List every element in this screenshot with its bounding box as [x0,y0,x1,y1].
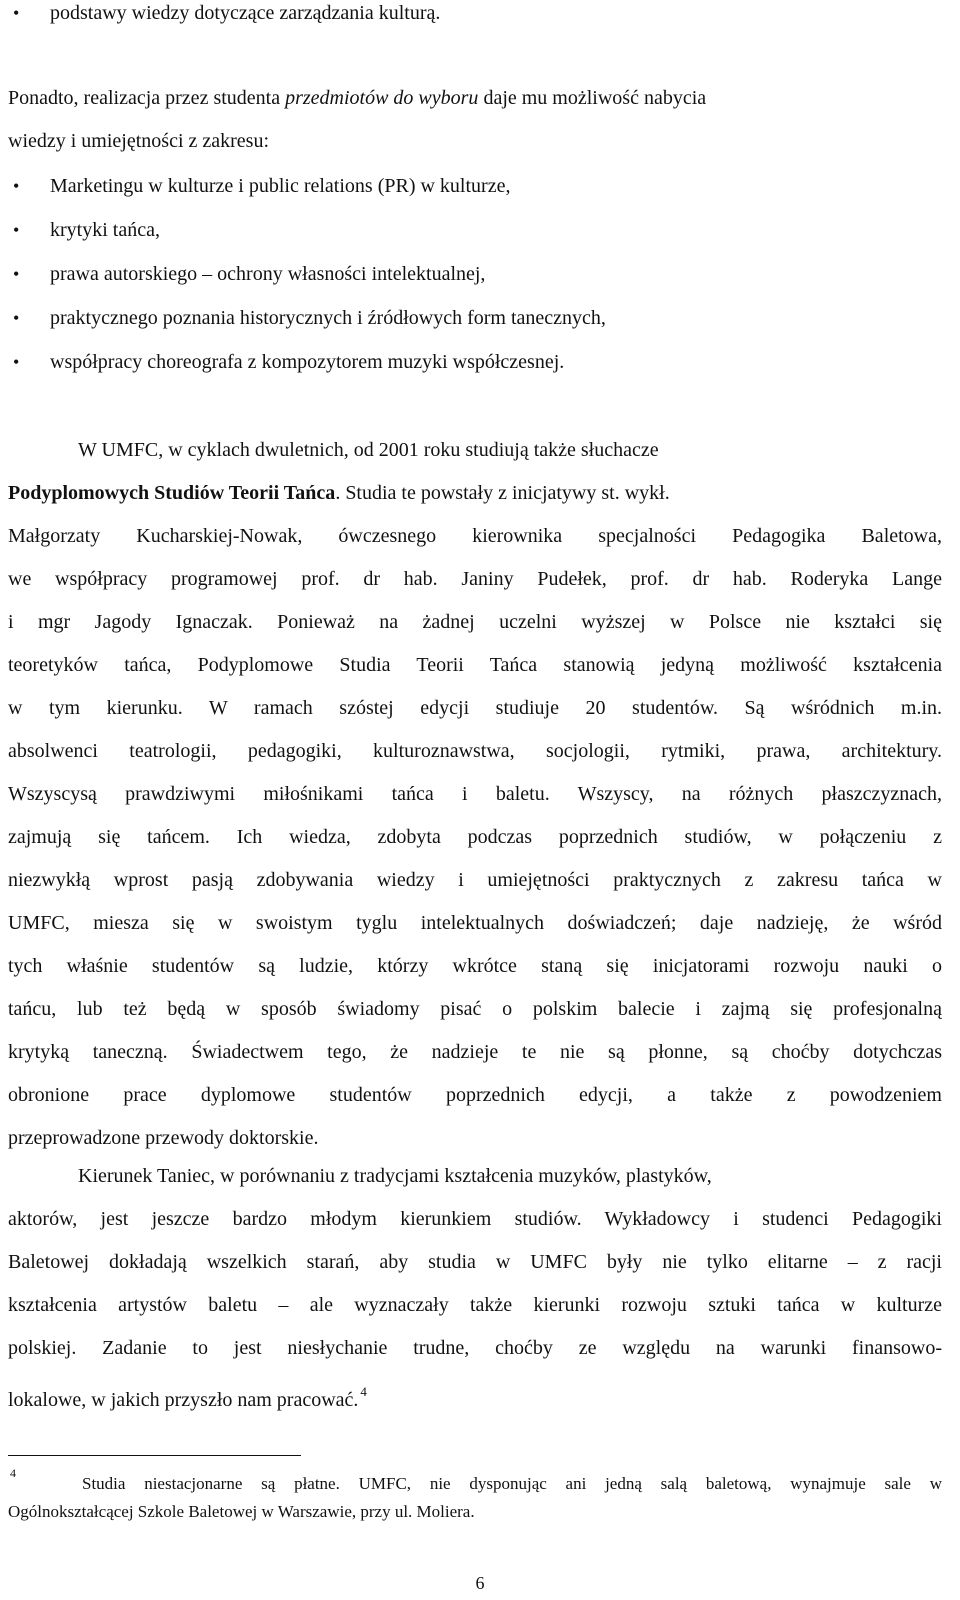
list-item: • prawa autorskiego – ochrony własności intelektualnej, [8,252,942,296]
list-item: • podstawy wiedzy dotyczące zarządzania kulturą. [8,0,942,35]
footnote-number: 4 [10,1466,16,1480]
paragraph-line: i mgr Jagody Ignaczak. Ponieważ na żadnej uczelni wyższej w Polsce nie kształci się [8,611,942,633]
paragraph-line: polskiej. Zadanie to jest niesłychanie trudne, choćby ze względu na warunki finansowo- [8,1337,942,1359]
paragraph-line: lokalowe, w jakich przyszło nam pracować. $^4$ [8,1384,367,1411]
paragraph-line: zajmują się tańcem. Ich wiedza, zdobyta podczas poprzednich studiów, w połączeniu z [8,826,942,848]
paragraph-dance-direction [8,1155,942,1413]
paragraph-line: W UMFC, w cyklach dwuletnich, od 2001 roku studiują także słuchacze [78,439,659,461]
paragraph-line: kształcenia artystów baletu – ale wyznaczały także kierunki rozwoju sztuki tańca w kulturze [8,1294,942,1316]
top-bullet-list [8,0,942,35]
paragraph-umfc-studies [8,429,942,1160]
intro-line-1: Ponadto, realizacja przez studenta przedmiotów do wyboru daje mu możliwość nabycia [8,87,707,109]
program-name: Podyplomowych Studiów Teorii Tańca [8,482,336,504]
paragraph-line: niezwykłą wprost pasją zdobywania wiedzy i umiejętności praktycznych z zakresu tańca w [8,869,942,891]
paragraph-line: tańcu, lub też będą w sposób świadomy pisać o polskim balecie i zajmą się profesjonalną [8,998,942,1020]
paragraph-line: aktorów, jest jeszcze bardzo młodym kierunkiem studiów. Wykładowcy i studenci Pedagogiki [8,1208,942,1230]
page-number: 6 [475,1573,485,1593]
paragraph-line: we współpracy programowej prof. dr hab. Janiny Pudełek, prof. dr hab. Roderyka Lange [8,568,942,590]
footnote-reference[interactable]: 4 [360,1384,367,1399]
list-item: • krytyki tańca, [8,208,942,252]
intro-paragraph [8,77,942,163]
paragraph-line: Małgorzaty Kucharskiej-Nowak, ówczesnego kierownika specjalności Pedagogika Baletowa, [8,525,942,547]
footnote-line: Ogólnokształcącej Szkole Baletowej w Warszawie, przy ul. Moliera. [8,1502,475,1521]
list-item: • praktycznego poznania historycznych i źródłowych form tanecznych, [8,296,942,340]
paragraph-line: krytyką taneczną. Świadectwem tego, że nadzieje te nie są płonne, są choćby dotychczas [8,1041,942,1063]
footnote [8,1470,942,1526]
list-item: • współpracy choreografa z kompozytorem muzyki współczesnej. [8,340,942,384]
footnote-separator [8,1455,301,1456]
intro-line-2: wiedzy i umiejętności z zakresu: [8,130,270,152]
paragraph-line: przeprowadzone przewody doktorskie. [8,1127,319,1149]
list-item: • Marketingu w kulturze i public relations (PR) w kulturze, [8,164,942,208]
paragraph-line: tych właśnie studentów są ludzie, którzy wkrótce staną się inicjatorami rozwoju nauki o [8,955,942,977]
paragraph-line: w tym kierunku. W ramach szóstej edycji studiuje 20 studentów. Są wśródnich m.in. [8,697,942,719]
paragraph-line: Podyplomowych Studiów Teorii Tańca. Studia te powstały z inicjatywy st. wykł. [8,482,670,504]
electives-list [8,164,942,384]
paragraph-line: Kierunek Taniec, w porównaniu z tradycjami kształcenia muzyków, plastyków, [78,1165,712,1187]
footnote-line: Studia niestacjonarne są płatne. UMFC, nie dysponując ani jedną salą baletową, wynajmuje sale w [82,1474,942,1493]
paragraph-line: absolwenci teatrologii, pedagogiki, kulturoznawstwa, socjologii, rytmiki, prawa, architektury. [8,740,942,762]
paragraph-line: Wszyscysą prawdziwymi miłośnikami tańca i baletu. Wszyscy, na różnych płaszczyznach, [8,783,942,805]
paragraph-line: Baletowej dokładają wszelkich starań, aby studia w UMFC były nie tylko elitarne – z racji [8,1251,942,1273]
paragraph-line: UMFC, miesza się w swoistym tyglu intelektualnych doświadczeń; daje nadzieję, że wśród [8,912,942,934]
elective-subjects-term: przedmiotów do wyboru [285,87,479,109]
paragraph-line: teoretyków tańca, Podyplomowe Studia Teorii Tańca stanowią jedyną możliwość kształcenia [8,654,942,676]
paragraph-line: obronione prace dyplomowe studentów poprzednich edycji, a także z powodzeniem [8,1084,942,1106]
